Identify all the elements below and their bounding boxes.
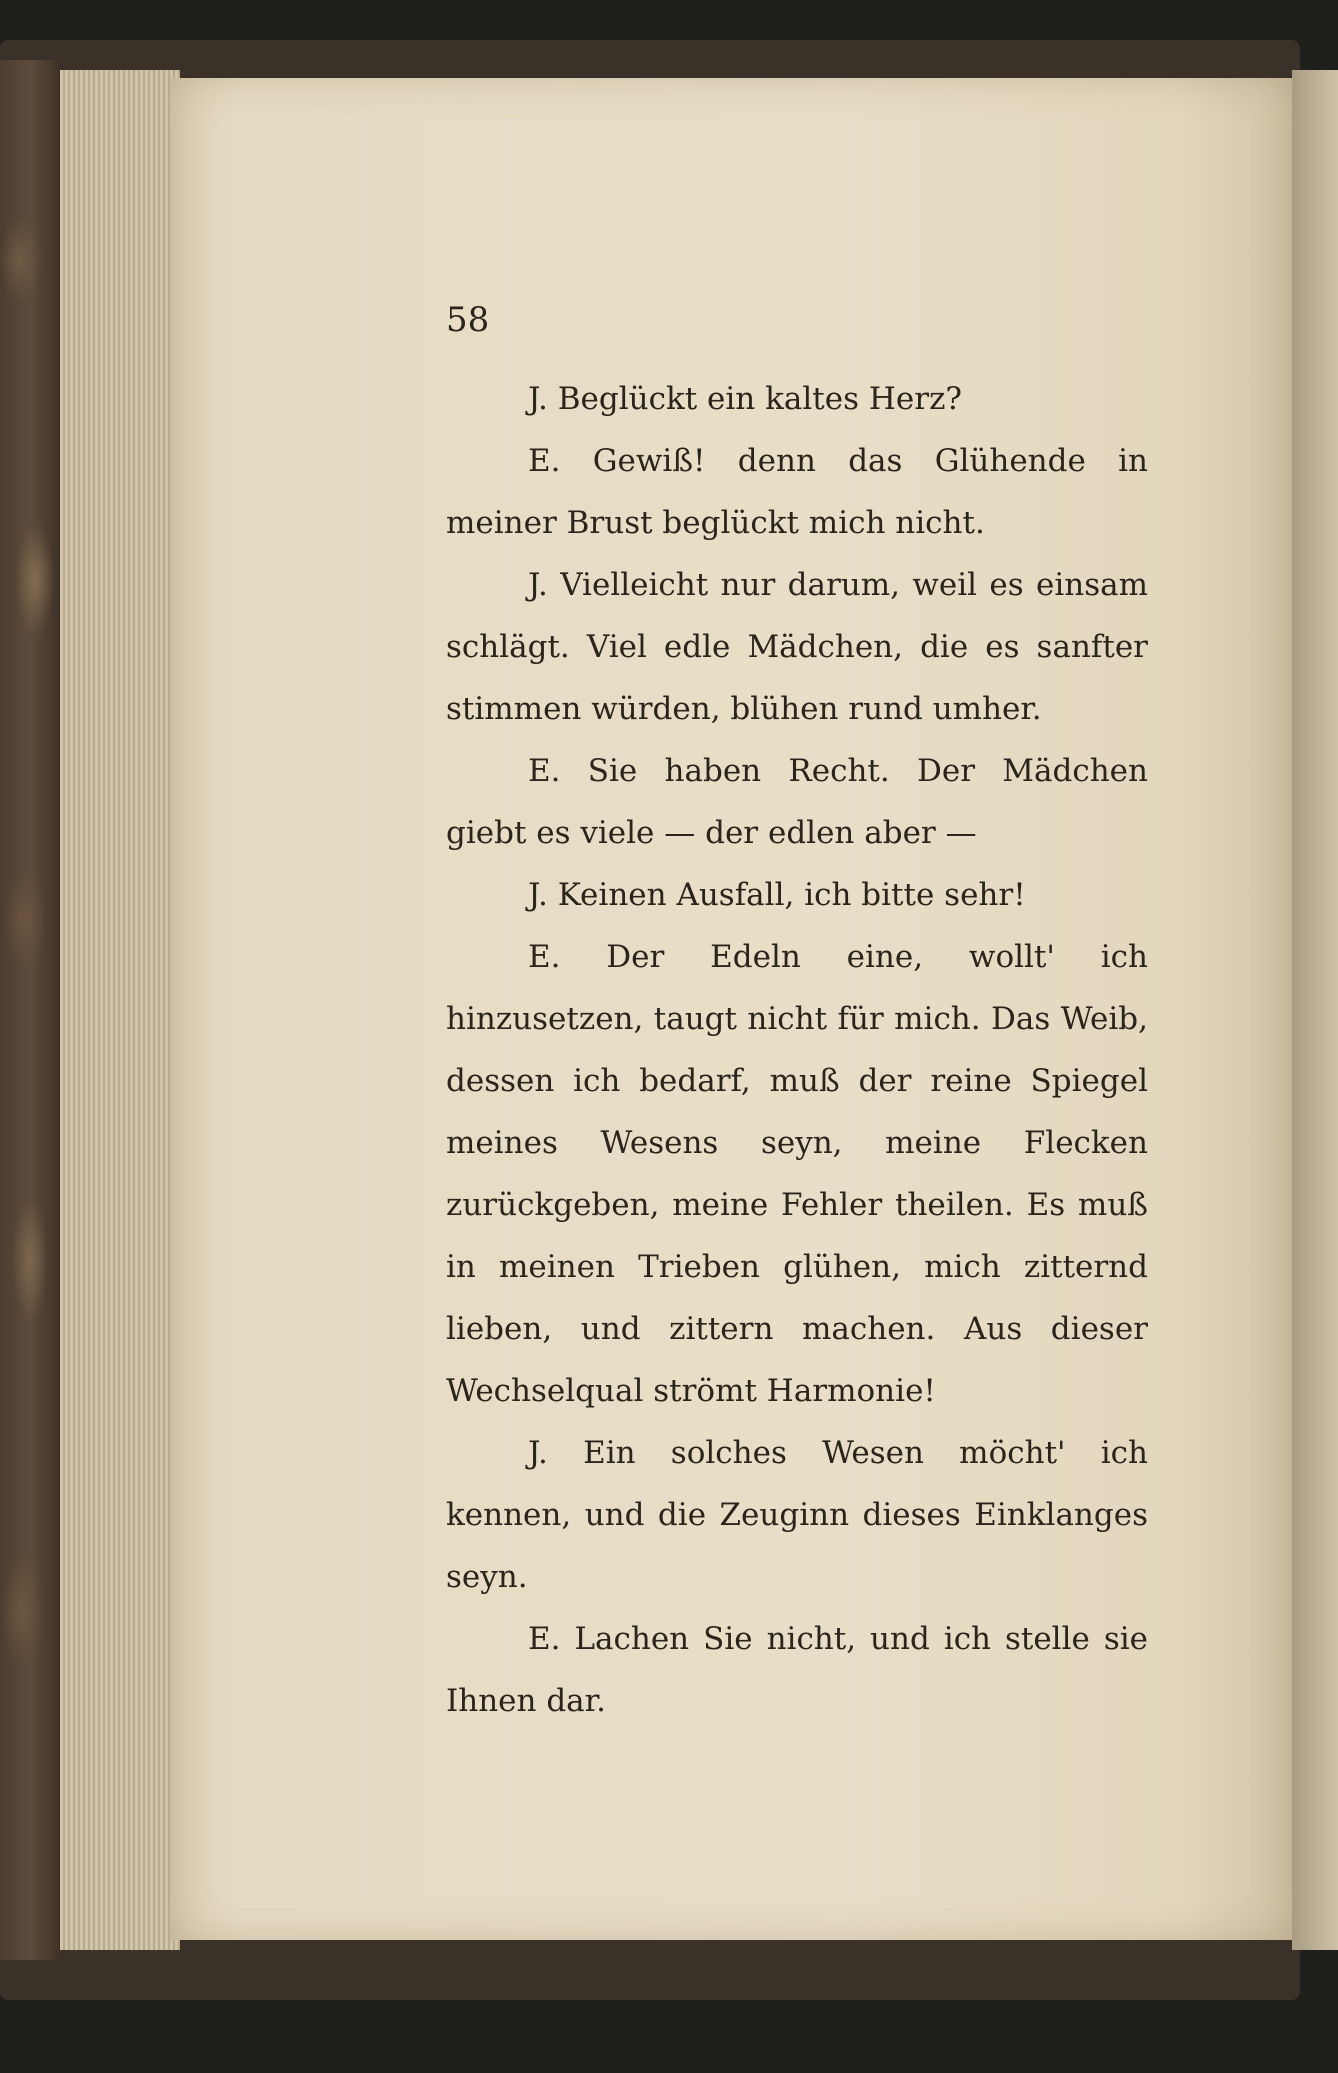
dialogue-paragraph: E. Gewiß! denn das Glühende in meiner Brust beglückt mich nicht. xyxy=(446,443,1148,541)
marbled-cover-edge xyxy=(0,60,60,1960)
dialogue-paragraph: J. Beglückt ein kaltes Herz? xyxy=(528,381,963,417)
dialogue-paragraph: J. Vielleicht nur darum, weil es einsam schlägt. Viel edle Mädchen, die es sanfter stimmen würden, blühen rund umher. xyxy=(446,567,1148,727)
dialogue-paragraph: E. Sie haben Recht. Der Mädchen giebt es viele — der edlen aber — xyxy=(446,753,1148,851)
facing-page-edge xyxy=(1292,70,1338,1950)
dialogue-paragraph: J. Ein solches Wesen möcht' ich kennen, und die Zeuginn dieses Einklanges seyn. xyxy=(446,1435,1148,1595)
page-number: 58 xyxy=(446,300,490,340)
dialogue-paragraph: J. Keinen Ausfall, ich bitte sehr! xyxy=(528,877,1026,913)
page-body-text xyxy=(446,368,1148,1732)
page-edges-stack xyxy=(60,70,180,1950)
dialogue-paragraph: E. Der Edeln eine, wollt' ich hinzusetzen, taugt nicht für mich. Das Weib, dessen ich bedarf, muß der reine Spiegel meines Wesens seyn, meine Flecken zurückgeben, meine Fehler theilen. Es muß in meinen Trieben glühen, mich zitternd lieben, und zittern machen. Aus dieser Wechselqual strömt Harmonie! xyxy=(446,939,1148,1409)
dialogue-paragraph: E. Lachen Sie nicht, und ich stelle sie Ihnen dar. xyxy=(446,1621,1148,1719)
